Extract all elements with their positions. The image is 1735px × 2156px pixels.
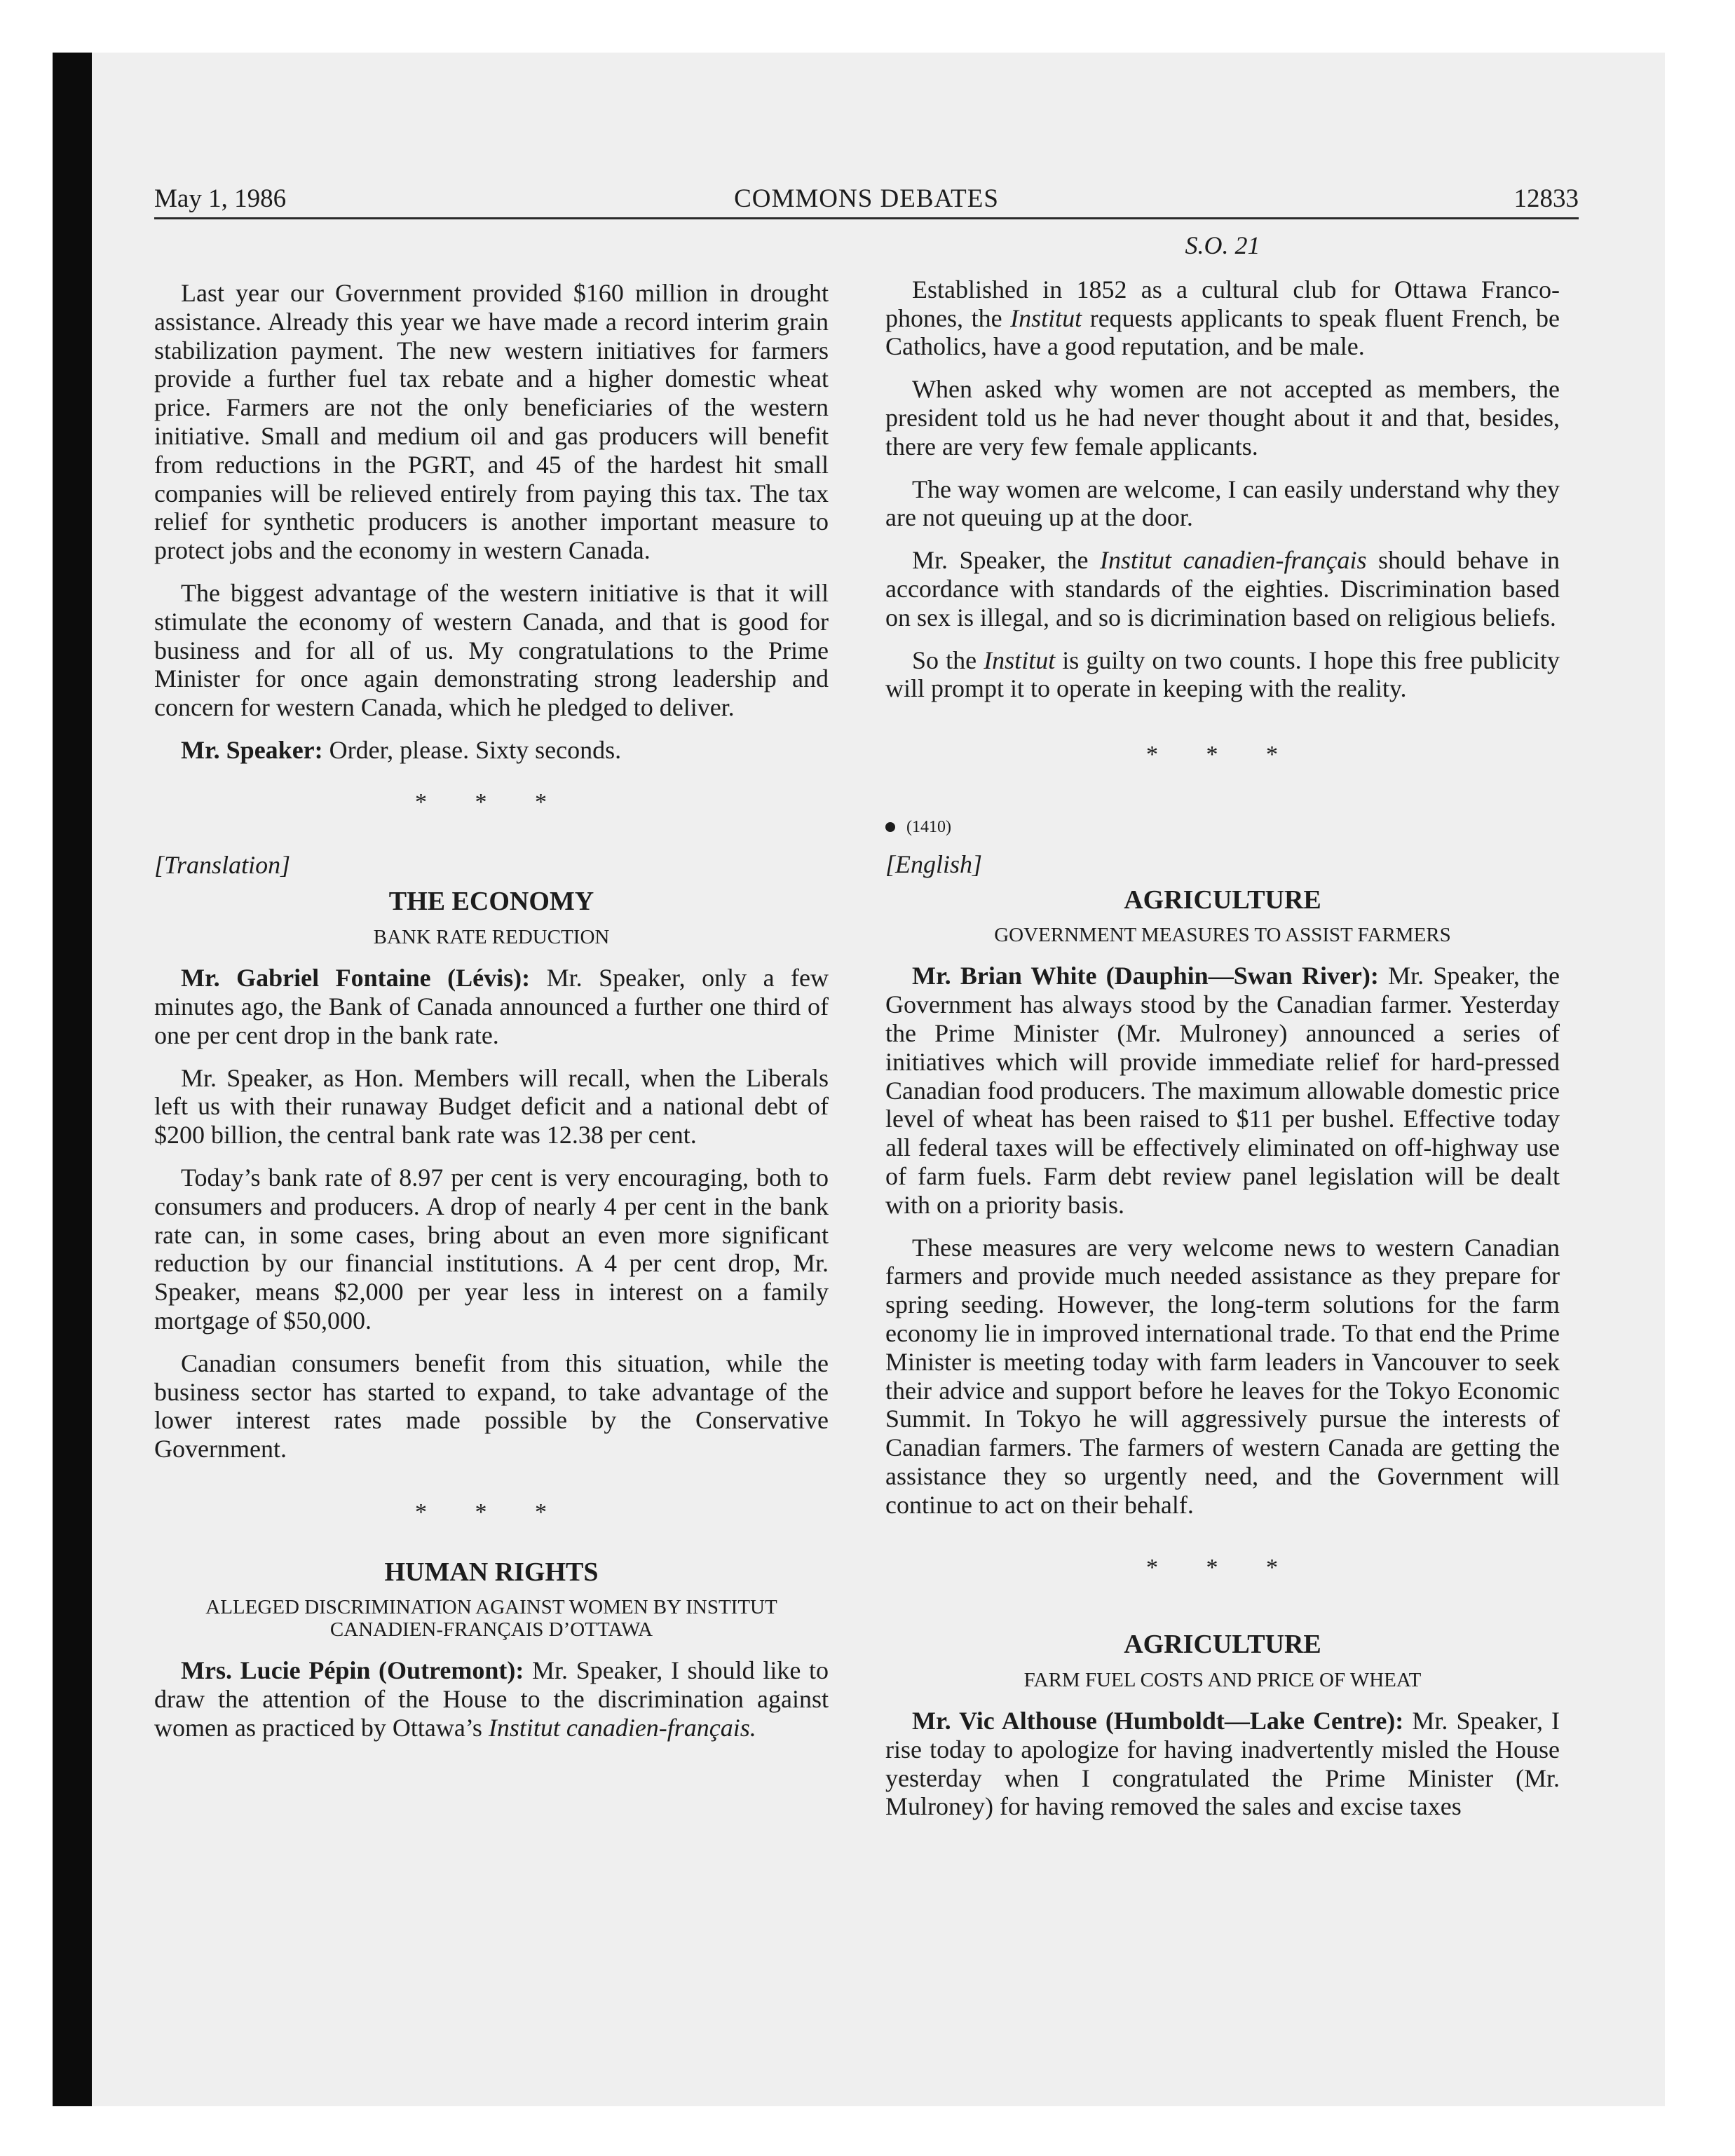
paragraph: Mrs. Lucie Pépin (Outremont): Mr. Speaker, I should like to draw the attention of the House to the discrimination against women as practiced by Ottawa’s Institut canadien-français. (154, 1656, 829, 1742)
paragraph: The biggest advantage of the western initiative is that it will stimulate the economy of western Canada, and that is good for business and for all of us. My congratulations to the Prime Minister for once again demonstrating strong leadership and concern for western Canada, which he pledged to deliver. (154, 578, 829, 722)
speaker-name: Mrs. Lucie Pépin (Outremont): (181, 1656, 524, 1685)
section-subheading: FARM FUEL COSTS AND PRICE OF WHEAT (1023, 1669, 1422, 1692)
section-separator: * * * (415, 1499, 568, 1525)
paragraph: Canadian consumers benefit from this situation, while the business sector has started to expand, to take advantage of the lower interest rates made possible by the Conservative Government. (154, 1349, 829, 1464)
time-marker: (1410) (885, 812, 1560, 842)
section-separator: * * * (1146, 742, 1299, 768)
header-date: May 1, 1986 (154, 184, 287, 213)
paragraph: Mr. Brian White (Dauphin—Swan River): Mr. Speaker, the Government has always stood by the Canadian farmer. Yesterday the Prime Minister (Mr. Mulroney) announced a series of initiatives which will provide immediate relief for hard-pressed Canadian food producers. The maximum allowable domestic price level of wheat has been raised to $11 per bushel. Effective today all federal taxes will be effectively eliminated on off-highway use of farm fuels. Farm debt review panel legislation will be dealt with on a priority basis. (885, 962, 1560, 1219)
paragraph: Last year our Government provided $160 million in drought assistance. Already this year we have made a record interim grain stabilization payment. The new western initiatives for farmers provide a further fuel tax rebate and a higher domestic wheat price. Farmers are not the only beneficiaries of the western initiative. Small and medium oil and gas producers will benefit from reductions in the PGRT, and 45 of the hardest hit small companies will be relieved entirely from paying this tax. The tax relief for synthetic producers is another important measure to protect jobs and the economy in western Canada. (154, 279, 829, 565)
paragraph: So the Institut is guilty on two counts. I hope this free publicity will prompt it to operate in keeping with the reality. (885, 646, 1560, 703)
speaker-name: Mr. Speaker: (181, 735, 323, 764)
section-heading: AGRICULTURE (1124, 885, 1321, 915)
speaker-name: Mr. Vic Althouse (Humboldt—Lake Centre): (912, 1707, 1404, 1735)
paragraph: Today’s bank rate of 8.97 per cent is very encouraging, both to consumers and producers. A drop of nearly 4 per cent in the bank rate can, in some cases, bring about an even more significant reduction by our financial institutions. A 4 per cent drop, Mr. Speaker, means $2,000 per year less in interest on a family mortgage of $50,000. (154, 1163, 829, 1335)
section-separator: * * * (415, 789, 568, 815)
section-heading: THE ECONOMY (388, 887, 594, 917)
section-heading: HUMAN RIGHTS (384, 1557, 599, 1587)
paragraph: Mr. Vic Althouse (Humboldt—Lake Centre): Mr. Speaker, I rise today to apologize for having inadvertently misled the House yesterday when I congratulated the Prime Minister (Mr. Mulroney) for having removed the sales and excise taxes (885, 1707, 1560, 1821)
speaker-name: Mr. Gabriel Fontaine (Lévis): (181, 964, 531, 992)
section-separator: * * * (1146, 1555, 1299, 1581)
paragraph: These measures are very welcome news to western Canadian farmers and provide much needed assistance as they prepare for spring seeding. However, the long-term solutions for the farm economy lie in improved international trade. To that end the Prime Minister is meeting today with farm leaders in Vancouver to seek their advice and support before he leaves for the Tokyo Economic Summit. In Tokyo he will aggressively pursue the interests of Canadian farmers. The farmers of western Canada are getting the assistance they so urgently need, and the Government will continue to act on their behalf. (885, 1233, 1560, 1519)
section-heading: AGRICULTURE (1124, 1630, 1321, 1660)
translation-tag: [Translation] (154, 850, 291, 879)
running-head (154, 184, 1579, 219)
section-subheading: ALLEGED DISCRIMINATION AGAINST WOMEN BY INSTITUT CANADIEN-FRANÇAIS D’OTTAWA (205, 1596, 777, 1642)
paragraph: Mr. Speaker, as Hon. Members will recall, when the Liberals left us with their runaway Budget deficit and a national debt of $200 billion, the central bank rate was 12.38 per cent. (154, 1063, 829, 1149)
standing-order-label: S.O. 21 (1185, 231, 1260, 259)
section-subheading: BANK RATE REDUCTION (373, 926, 610, 949)
speaker-remark (154, 736, 829, 765)
paragraph: Mr. Speaker, the Institut canadien-français should behave in accordance with standards of the eighties. Discrimination based on sex is illegal, and so is dicrimination based on religious beliefs. (885, 546, 1560, 632)
speaker-text: Order, please. Sixty seconds. (329, 735, 622, 764)
paragraph: Established in 1852 as a cultural club for Ottawa Franco-phones, the Institut requests applicants to speak fluent French, be Catholics, have a good reputation, and be male. (885, 275, 1560, 361)
header-title: COMMONS DEBATES (734, 184, 999, 213)
page-number: 12833 (1513, 184, 1579, 213)
binding-edge (53, 53, 92, 2106)
paragraph: Mr. Gabriel Fontaine (Lévis): Mr. Speaker, only a few minutes ago, the Bank of Canada announced a further one third of one per cent drop in the bank rate. (154, 964, 829, 1049)
paragraph: When asked why women are not accepted as members, the president told us he had never thought about it and that, besides, there are very few female applicants. (885, 375, 1560, 460)
section-subheading: GOVERNMENT MEASURES TO ASSIST FARMERS (994, 924, 1451, 947)
english-tag: [English] (885, 850, 983, 878)
speaker-name: Mr. Brian White (Dauphin—Swan River): (912, 962, 1379, 990)
right-column (885, 231, 1560, 1821)
left-column (154, 231, 829, 1742)
paragraph: The way women are welcome, I can easily understand why they are not queuing up at the door. (885, 475, 1560, 532)
bullet-icon (885, 822, 895, 832)
